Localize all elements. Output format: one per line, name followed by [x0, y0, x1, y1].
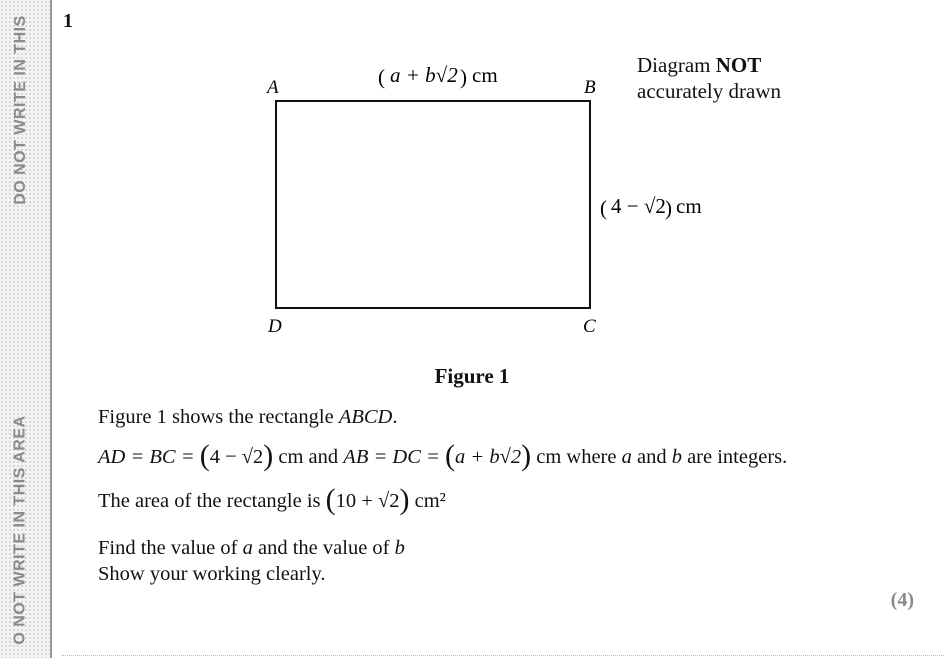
- svg-text:): ): [665, 196, 672, 220]
- vertex-a-label: A: [267, 77, 279, 98]
- question-number: 1: [63, 10, 73, 32]
- paragraph-2: AD = BC = (4 − √2) cm and AB = DC = (a + b√2) cm where a and b are integers.: [98, 439, 788, 472]
- paragraph-4: Find the value of a and the value of b: [98, 537, 405, 559]
- rectangle-abcd: [276, 101, 590, 308]
- paragraph-1: Figure 1 shows the rectangle ABCD.: [98, 406, 398, 428]
- area-unit: cm²: [414, 490, 446, 512]
- paragraph-5: Show your working clearly.: [98, 563, 326, 585]
- area-expression: 10 + √2: [335, 490, 400, 512]
- bottom-rule: [62, 655, 944, 656]
- figure-caption: Figure 1: [434, 364, 510, 388]
- top-side-unit: cm: [472, 63, 498, 87]
- vertex-b-label: B: [584, 77, 596, 98]
- margin-warning-bottom: O NOT WRITE IN THIS AREA: [12, 415, 29, 645]
- paragraph-3: The area of the rectangle is (10 + √2) cm²: [98, 483, 446, 516]
- right-side-label: [600, 194, 702, 220]
- diagram-note: [637, 52, 781, 104]
- top-side-label: [378, 63, 498, 89]
- note-line1: Diagram: [637, 53, 711, 77]
- note-line2: accurately drawn: [637, 79, 781, 103]
- rectangle-name: ABCD: [338, 406, 393, 428]
- right-side-expr: 4 − √2: [611, 194, 666, 218]
- ab-dc-label: AB = DC =: [343, 446, 440, 468]
- right-side-unit: cm: [676, 194, 702, 218]
- note-bold: NOT: [715, 53, 762, 77]
- svg-text:(: (: [378, 65, 385, 89]
- margin-warning-top: DO NOT WRITE IN THIS: [12, 15, 30, 205]
- ab-expression: a + b√2: [455, 446, 522, 468]
- svg-text:): ): [460, 65, 467, 89]
- svg-text:(: (: [600, 196, 607, 220]
- vertex-d-label: D: [268, 316, 282, 337]
- marks-label: (4): [890, 589, 914, 611]
- ad-bc-label: AD = BC =: [98, 446, 195, 468]
- ad-expression: 4 − √2: [209, 446, 264, 468]
- vertex-c-label: C: [583, 316, 596, 337]
- top-side-expr: a + b√2: [390, 63, 458, 87]
